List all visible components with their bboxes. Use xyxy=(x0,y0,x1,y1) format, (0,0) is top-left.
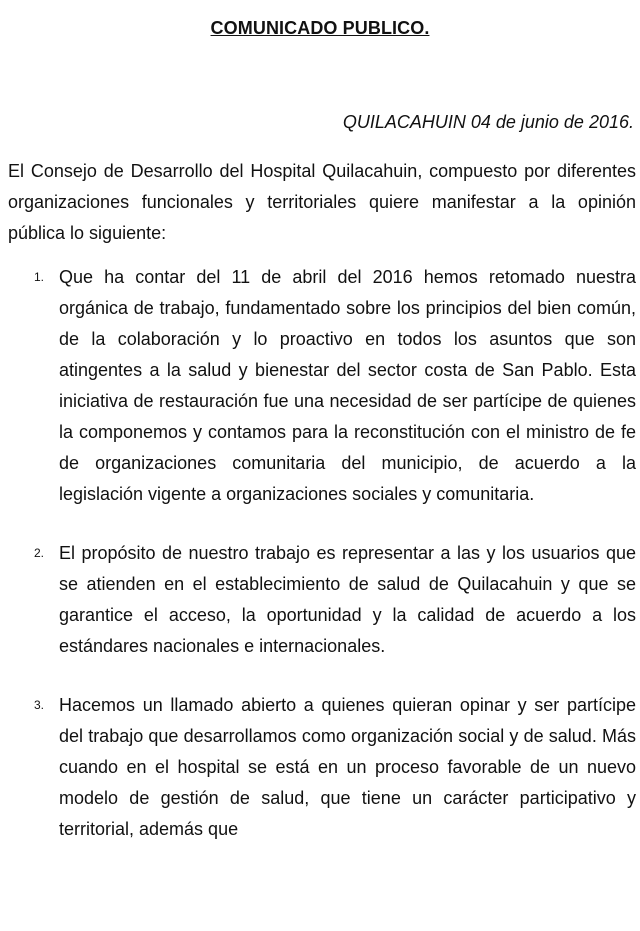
list-item xyxy=(8,262,636,510)
list-item xyxy=(8,538,636,662)
list-item-number: 2. xyxy=(34,546,45,560)
list-item-number: 3. xyxy=(34,698,45,712)
numbered-list xyxy=(8,262,636,873)
list-item-text: Que ha contar del 11 de abril del 2016 hemos retomado nuestra orgánica de trabajo, fundamentado sobre los principios del bien común, de la colaboración y lo proactivo en todos los asuntos que son atingentes a la salud y bienestar del sector costa de San Pablo. Esta iniciativa de restauración fue una necesidad de ser partícipe de quienes la componemos y contamos para la reconstitución con el ministro de fe de organizaciones comunitaria del municipio, de acuerdo a la legislación vigente a organizaciones sociales y comunitaria. xyxy=(59,267,636,504)
list-item xyxy=(8,690,636,845)
list-item-text: Hacemos un llamado abierto a quienes quieran opinar y ser partícipe del trabajo que desarrollamos como organización social y de salud. Más cuando en el hospital se está en un proceso favorable de un nuevo modelo de gestión de salud, que tiene un carácter participativo y territorial, además que xyxy=(59,695,636,839)
intro-paragraph: El Consejo de Desarrollo del Hospital Quilacahuin, compuesto por diferentes organizaciones funcionales y territoriales quiere manifestar a la opinión pública lo siguiente: xyxy=(8,161,636,243)
date-line: QUILACAHUIN 04 de junio de 2016. xyxy=(342,112,634,132)
list-item-number: 1. xyxy=(34,270,45,284)
list-item-text: El propósito de nuestro trabajo es representar a las y los usuarios que se atienden en el establecimiento de salud de Quilacahuin y que se garantice el acceso, la oportunidad y la calidad de acuerdo a los estándares nacionales e internacionales. xyxy=(59,543,636,656)
document-title: COMUNICADO PUBLICO. xyxy=(210,18,430,38)
